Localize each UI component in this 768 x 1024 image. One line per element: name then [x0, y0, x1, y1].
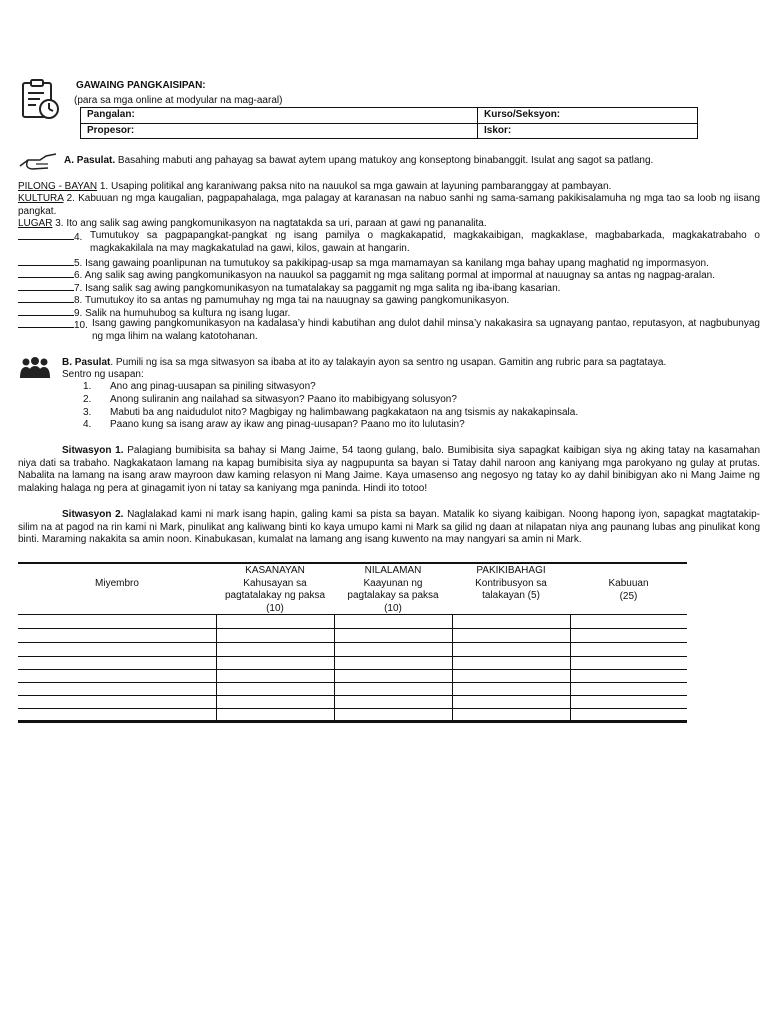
clipboard-clock-icon	[20, 78, 60, 120]
answer-2[interactable]: KULTURA	[18, 193, 64, 204]
sentro-label: Sentro ng usapan:	[62, 369, 144, 380]
answer-3[interactable]: LUGAR	[18, 218, 53, 229]
part-b-instruction: B. Pasulat. Pumili ng isa sa mga sitwasyon sa ibaba at ito ay talakayin ayon sa sentro ng usapan. Gamitin ang rubric para sa pagtataya.	[62, 357, 667, 368]
answer-blank-10[interactable]	[18, 318, 74, 328]
answer-blank-6[interactable]	[18, 268, 74, 278]
item-6: 6. Ang salik sag awing pangkomunikasyon na nauukol sa paggamit ng mga salitang pormal at impormal at nauugnay sa antas ng nagpag-aralan.	[18, 268, 760, 283]
sitwasyon-2: Sitwasyon 2. Naglalakad kami ni mark isang hapin, galing kami sa pista sa bayan. Matalik ko siyang kaibigan. Noong hapong iyon, sapagkat magtatakip-silim na at pagod na rin kami ni Mark, pinulikat ang kaliwang binti ko kaya umupo kami ni Mark sa gilid ng daan at nilapatan niya ang paunang lubas ang pinulikat kong binti. Maraming nakakita sa amin noon. Kinabukasan, kumalat na lamang ang isang kuwento na may nangyari sa amin ni Mark.	[18, 509, 761, 545]
header-kasanayan: KASANAYAN Kahusayan sa pagtatalakay ng paksa (10)	[224, 565, 326, 614]
sitwasyon-1: Sitwasyon 1. Palagiang bumibisita sa bahay si Mang Jaime, 54 taong gulang, balo. Bumibisita siya sapagkat kaibigan siya ng aking tatay na kasamahan niya dati sa trabaho. Nagkakataon lamang na kapag bumibisita siya ay nagpupunta sa bayan si Tatay dahil naroon ang kaniyang mga parokyano ng gulay at prutas. Nabalita na lamang na isang araw mayroon daw kaming relasyon ni Mang Jaime. Kaya umasenso ang negosyo ng tatay ko ay dahil binibigyan ako ni Mang Jaime ng malaking halaga ng pera at ginagamit iyon ni tatay sa kaniyang mga paninda. Hindi ito totoo!	[18, 445, 761, 494]
item-8: 8. Tumutukoy ito sa antas ng pamumuhay ng mga tai na nauugnay sa gawing pangkomunikasyon.	[18, 293, 760, 308]
answer-1[interactable]: PILONG - BAYAN	[18, 181, 98, 192]
pangalan-field[interactable]: Pangalan:	[87, 109, 135, 120]
item-10: 10.	[18, 318, 760, 333]
header-miyembro: Miyembro	[95, 578, 139, 589]
item-4-text: Tumutukoy sa pagpapangkat-pangkat ng isang pamilya o magkakapatid, magkakaibigan, magkaklase, magbabarkada, magkakatrabaho o magkakakilala na may magkakatulad na gawi, kilos, gawain at hangarin.	[90, 230, 760, 254]
writing-hand-icon	[18, 150, 58, 172]
header-nilalaman: NILALAMAN Kaayunan ng pagtalakay sa paksa (10)	[347, 565, 439, 614]
item-7: 7. Isang salik sag awing pangkomunikasyon na tumatalakay sa paggamit ng mga salita ng iba-ibang kasarian.	[18, 281, 760, 296]
item-4: 4.	[18, 230, 760, 245]
rubric-table	[18, 562, 687, 722]
answer-blank-7[interactable]	[18, 281, 74, 291]
answer-blank-9[interactable]	[18, 306, 74, 316]
item-2: KULTURA 2. Kabuuan ng mga kaugalian, pagpapahalaga, mga palagay at karanasan na nabuo sanhi ng sama-samang pakikisalamuha ng mga tao sa loob ng iisang pangkat.	[18, 193, 761, 217]
kurso-field[interactable]: Kurso/Seksyon:	[484, 109, 561, 120]
answer-blank-4[interactable]	[18, 230, 74, 240]
item-10-text: Isang gawing pangkomunikasyon na kadalasa’y hindi kabutihan ang dulot dahil minsa’y nakakasira sa ugnayang pantao, reputasyon, at nagbubunyag ng mga lihim na walang katotohanan.	[92, 318, 760, 342]
worksheet-title: GAWAING PANGKAISIPAN:	[76, 80, 206, 91]
item-5: 5. Isang gawaing poanlipunan na tumutukoy sa pakikipag-usap sa mga mamamayan sa kanilang mga bahay upang maghatid ng impormasyon.	[18, 256, 760, 271]
group-people-icon	[18, 356, 52, 380]
worksheet-subtitle: (para sa mga online at modyular na mag-aaral)	[74, 95, 283, 106]
item-3: LUGAR 3. Ito ang salik sag awing pangkomunikasyon na nagtatakda sa uri, paraan at gawi ng pananalita.	[18, 218, 487, 229]
student-info-box	[80, 107, 698, 139]
answer-blank-8[interactable]	[18, 293, 74, 303]
item-9: 9. Salik na humuhubog sa kultura ng isang lugar.	[18, 306, 760, 321]
header-pakikibahagi: PAKIKIBAHAGI Kontribusyon sa talakayan (5)	[475, 565, 547, 601]
item-1: PILONG - BAYAN 1. Usaping politikal ang karaniwang paksa nito na nauukol sa mga gawain at layuning pambaranggay at pambayan.	[18, 181, 612, 192]
iskor-field[interactable]: Iskor:	[484, 125, 512, 136]
answer-blank-5[interactable]	[18, 256, 74, 266]
header-kabuuan: Kabuuan (25)	[608, 578, 649, 602]
propesor-field[interactable]: Propesor:	[87, 125, 135, 136]
part-a-instruction: A. Pasulat. Basahing mabuti ang pahayag sa bawat aytem upang matukoy ang konseptong binabanggit. Isulat ang sagot sa patlang.	[64, 155, 654, 166]
